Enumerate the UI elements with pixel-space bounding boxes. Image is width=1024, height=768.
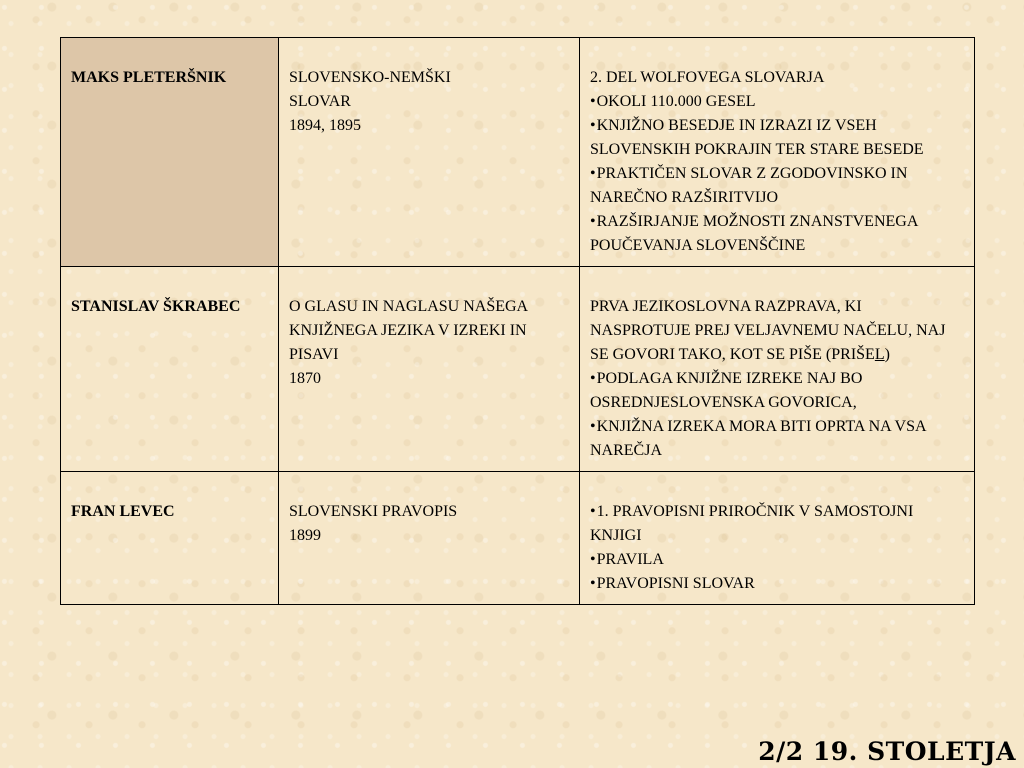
bullet-icon: •	[590, 575, 596, 592]
note-item: •RAZŠIRJANJE MOŽNOSTI ZNANSTVENEGA POUČEVANJA SLOVENŠČINE	[590, 210, 966, 258]
note-item: •PRAVILA	[590, 548, 966, 572]
bullet-icon: •	[590, 551, 596, 568]
author-cell	[61, 472, 279, 605]
author-name: FRAN LEVEC	[71, 503, 175, 520]
note-item: PRVA JEZIKOSLOVNA RAZPRAVA, KI NASPROTUJE PREJ VELJAVNEMU NAČELU, NAJ SE GOVORI TAKO, KOT SE PIŠE (PRIŠEL)	[590, 298, 946, 363]
authors-table	[60, 37, 975, 605]
notes-cell	[580, 267, 975, 472]
bullet-icon: •	[590, 503, 596, 520]
notes-cell	[580, 472, 975, 605]
work-year: 1894, 1895	[289, 117, 361, 134]
author-cell	[61, 38, 279, 267]
work-title-line: SLOVENSKI PRAVOPIS	[289, 503, 458, 520]
note-item: •PRAVOPISNI SLOVAR	[590, 572, 966, 596]
bullet-icon: •	[590, 213, 596, 230]
note-item: •KNJIŽNA IZREKA MORA BITI OPRTA NA VSA NAREČJA	[590, 415, 966, 463]
work-title-line: SLOVENSKO-NEMŠKI	[289, 69, 451, 86]
work-cell	[279, 472, 580, 605]
work-title-line: O GLASU IN NAGLASU NAŠEGA KNJIŽNEGA JEZIKA V IZREKI IN PISAVI	[289, 298, 528, 363]
work-year: 1899	[289, 527, 321, 544]
bullet-icon: •	[590, 93, 596, 110]
work-cell	[279, 38, 580, 267]
table-row	[61, 38, 975, 267]
author-name: MAKS PLETERŠNIK	[71, 69, 227, 86]
note-item: •KNJIŽNO BESEDJE IN IZRAZI IZ VSEH SLOVENSKIH POKRAJIN TER STARE BESEDE	[590, 114, 966, 162]
bullet-icon: •	[590, 165, 596, 182]
slide-title: 2/2 19. STOLETJA	[758, 737, 1016, 766]
note-item: •1. PRAVOPISNI PRIROČNIK V SAMOSTOJNI KNJIGI	[590, 500, 966, 548]
note-item: •PODLAGA KNJIŽNE IZREKE NAJ BO OSREDNJESLOVENSKA GOVORICA,	[590, 367, 966, 415]
note-item: •OKOLI 110.000 GESEL	[590, 90, 966, 114]
author-name: STANISLAV ŠKRABEC	[71, 298, 241, 315]
bullet-icon: •	[590, 370, 596, 387]
bullet-icon: •	[590, 117, 596, 134]
author-cell	[61, 267, 279, 472]
note-item: •PRAKTIČEN SLOVAR Z ZGODOVINSKO IN NAREČNO RAZŠIRITVIJO	[590, 162, 966, 210]
work-year: 1870	[289, 370, 321, 387]
notes-cell	[580, 38, 975, 267]
table-row	[61, 472, 975, 605]
bullet-icon: •	[590, 418, 596, 435]
work-title-line: SLOVAR	[289, 93, 351, 110]
note-item: 2. DEL WOLFOVEGA SLOVARJA	[590, 69, 825, 86]
table-row	[61, 267, 975, 472]
work-cell	[279, 267, 580, 472]
